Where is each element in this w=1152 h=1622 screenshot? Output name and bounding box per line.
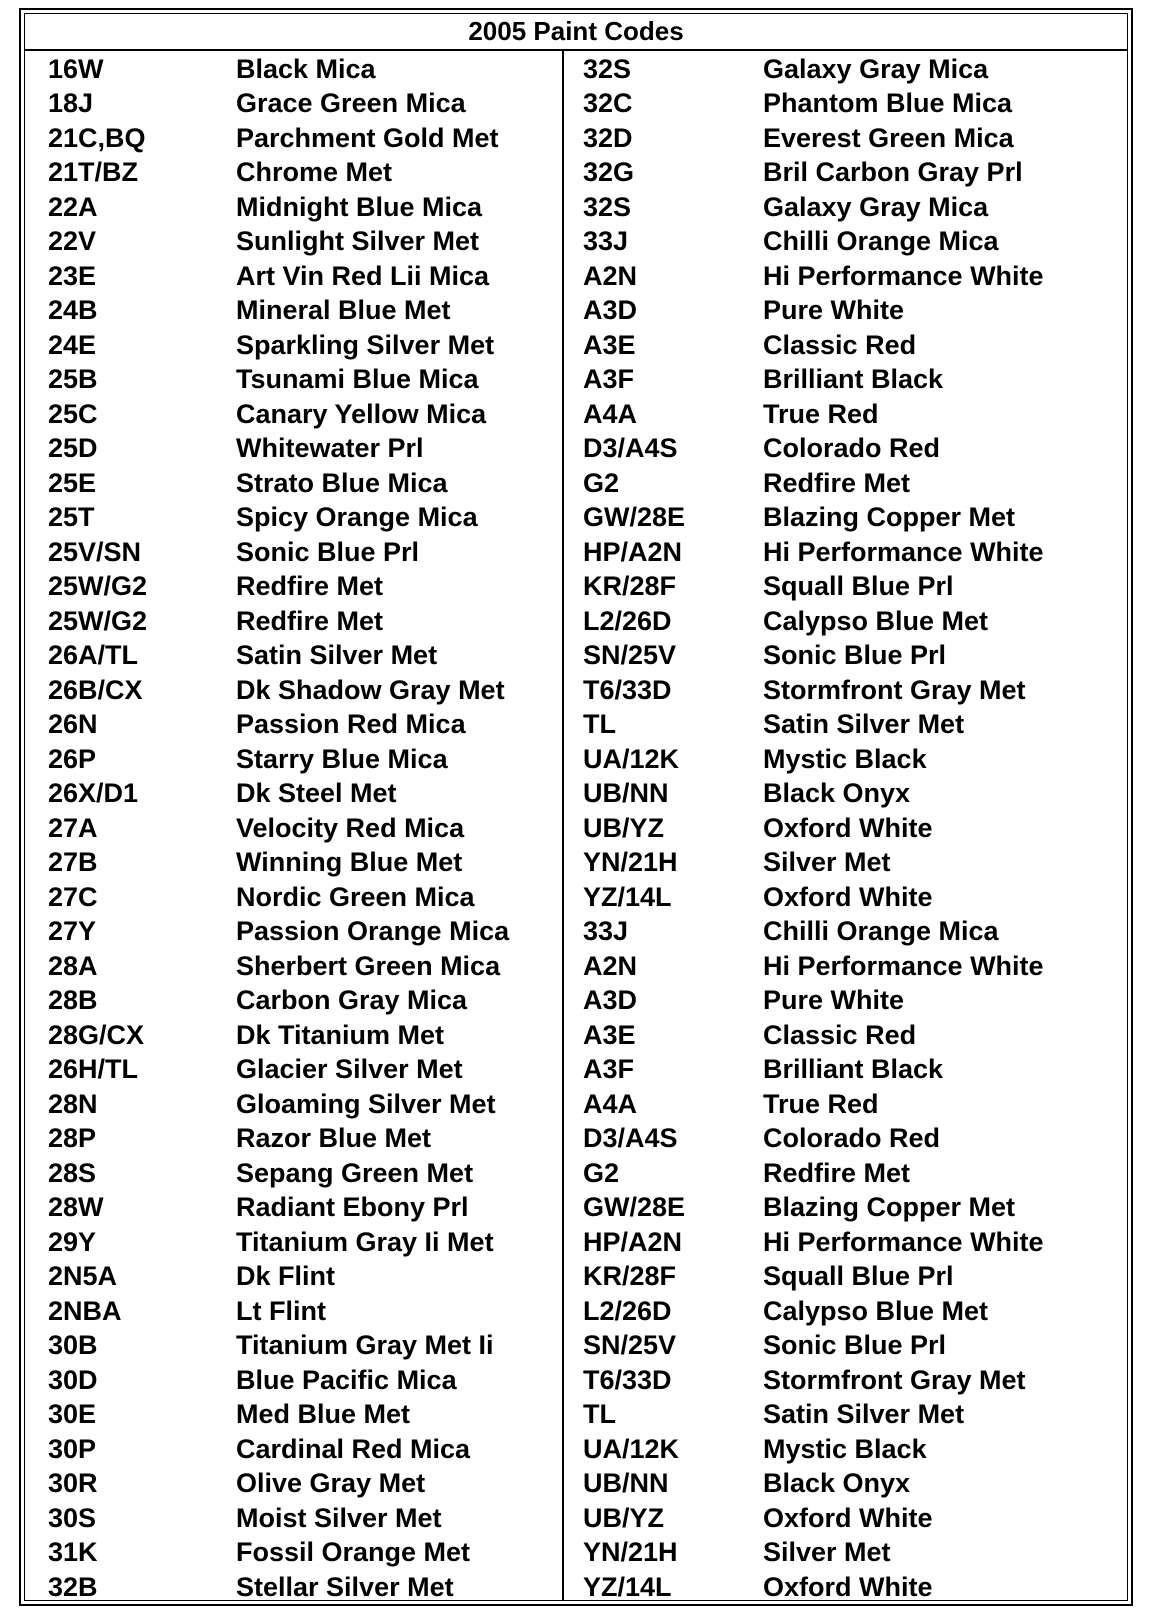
paint-code: A3D (583, 985, 638, 1016)
paint-code-row (48, 673, 558, 708)
paint-code-row (583, 225, 1123, 260)
paint-code-row (48, 156, 558, 191)
paint-code: YZ/14L (583, 1571, 672, 1602)
paint-color-name: Redfire Met (236, 605, 384, 636)
paint-color-name: Black Mica (236, 53, 376, 84)
paint-code: 25W/G2 (48, 571, 148, 602)
paint-code: 26N (48, 709, 98, 740)
paint-color-name: Dk Steel Met (236, 778, 397, 809)
paint-color-name: Lt Flint (236, 1295, 326, 1326)
paint-code-row (48, 570, 558, 605)
paint-color-name: Dk Titanium Met (236, 1019, 445, 1050)
paint-color-name: Fossil Orange Met (236, 1537, 471, 1568)
paint-color-name: Passion Red Mica (236, 709, 466, 740)
paint-code-row (583, 1501, 1123, 1536)
paint-color-name: Hi Performance White (763, 1226, 1044, 1257)
paint-code: 28G/CX (48, 1019, 145, 1050)
paint-color-name: Redfire Met (763, 467, 911, 498)
paint-code-row (583, 1398, 1123, 1433)
paint-color-name: Satin Silver Met (763, 1399, 965, 1430)
paint-color-name: Mystic Black (763, 743, 927, 774)
paint-color-name: Sepang Green Met (236, 1157, 474, 1188)
paint-color-name: Black Onyx (763, 778, 911, 809)
paint-code: 27Y (48, 916, 97, 947)
paint-code-row (48, 432, 558, 467)
paint-code-row (48, 1432, 558, 1467)
paint-code: 32S (583, 53, 632, 84)
paint-code-row (583, 52, 1123, 87)
paint-code-row (583, 673, 1123, 708)
paint-code: 27A (48, 812, 98, 843)
paint-code: GW/28E (583, 1192, 686, 1223)
paint-color-name: Redfire Met (763, 1157, 911, 1188)
paint-color-name: Titanium Gray Met Ii (236, 1330, 494, 1361)
paint-code: 21T/BZ (48, 157, 139, 188)
paint-code: 28P (48, 1123, 97, 1154)
paint-color-name: Starry Blue Mica (236, 743, 448, 774)
paint-code-row (583, 1329, 1123, 1364)
paint-code-row (48, 1053, 558, 1088)
paint-color-name: Colorado Red (763, 433, 941, 464)
paint-color-name: Carbon Gray Mica (236, 985, 468, 1016)
paint-code-row (48, 1191, 558, 1226)
paint-code: 27B (48, 847, 98, 878)
paint-color-name: Squall Blue Prl (763, 571, 954, 602)
paint-code: 16W (48, 53, 104, 84)
paint-code-row (583, 846, 1123, 881)
paint-code: 27C (48, 881, 98, 912)
paint-code-row (583, 811, 1123, 846)
paint-code-row (583, 190, 1123, 225)
paint-code: 30E (48, 1399, 97, 1430)
paint-color-name: Black Onyx (763, 1468, 911, 1499)
paint-color-name: Blazing Copper Met (763, 1192, 1016, 1223)
paint-color-name: Hi Performance White (763, 950, 1044, 981)
paint-color-name: Sonic Blue Prl (763, 640, 947, 671)
paint-code-row (583, 432, 1123, 467)
paint-code: 33J (583, 226, 629, 257)
paint-color-name: Colorado Red (763, 1123, 941, 1154)
paint-code: SN/25V (583, 1330, 677, 1361)
paint-code-row (48, 949, 558, 984)
paint-color-name: Dk Shadow Gray Met (236, 674, 505, 705)
paint-color-name: Stormfront Gray Met (763, 1364, 1026, 1395)
paint-code: 26H/TL (48, 1054, 139, 1085)
paint-color-name: Brilliant Black (763, 364, 944, 395)
paint-color-name: Sparkling Silver Met (236, 329, 495, 360)
paint-code-row (583, 1536, 1123, 1571)
paint-code-row (48, 604, 558, 639)
paint-color-name: Mystic Black (763, 1433, 927, 1464)
paint-code-row (583, 880, 1123, 915)
paint-color-name: Redfire Met (236, 571, 384, 602)
paint-color-name: Calypso Blue Met (763, 1295, 989, 1326)
paint-code: A4A (583, 398, 638, 429)
paint-code-row (583, 535, 1123, 570)
paint-color-name: True Red (763, 1088, 879, 1119)
paint-code-row (583, 397, 1123, 432)
paint-code: GW/28E (583, 502, 686, 533)
paint-code: 28N (48, 1088, 98, 1119)
paint-code: 25V/SN (48, 536, 142, 567)
paint-code-row (48, 811, 558, 846)
paint-code-row (48, 466, 558, 501)
paint-code-row (48, 1363, 558, 1398)
paint-code: 32S (583, 191, 632, 222)
paint-code-row (48, 1501, 558, 1536)
paint-code-row (583, 1570, 1123, 1605)
paint-color-name: Passion Orange Mica (236, 916, 510, 947)
paint-color-name: Everest Green Mica (763, 122, 1014, 153)
paint-code-row (583, 1260, 1123, 1295)
paint-code: A4A (583, 1088, 638, 1119)
paint-code: UA/12K (583, 743, 680, 774)
paint-code-row (583, 87, 1123, 122)
paint-color-name: Oxford White (763, 1571, 933, 1602)
paint-color-name: Brilliant Black (763, 1054, 944, 1085)
paint-code-row (583, 915, 1123, 950)
left-column (48, 52, 558, 1605)
paint-color-name: Oxford White (763, 812, 933, 843)
paint-color-name: Olive Gray Met (236, 1468, 426, 1499)
paint-code: 30S (48, 1502, 97, 1533)
paint-color-name: Phantom Blue Mica (763, 88, 1013, 119)
paint-code: 23E (48, 260, 97, 291)
paint-code: 18J (48, 88, 94, 119)
paint-code: A2N (583, 260, 638, 291)
paint-code: UB/YZ (583, 812, 664, 843)
paint-color-name: Sonic Blue Prl (763, 1330, 947, 1361)
paint-code-row (48, 1329, 558, 1364)
paint-code: T6/33D (583, 1364, 672, 1395)
paint-code-row (48, 328, 558, 363)
paint-code-row (583, 984, 1123, 1019)
paint-code-row (583, 156, 1123, 191)
paint-code: 26P (48, 743, 97, 774)
paint-color-name: Chilli Orange Mica (763, 226, 999, 257)
paint-code-row (583, 328, 1123, 363)
paint-code: D3/A4S (583, 1123, 678, 1154)
paint-color-name: Moist Silver Met (236, 1502, 442, 1533)
paint-code: 26B/CX (48, 674, 143, 705)
paint-code-row (583, 1018, 1123, 1053)
paint-color-name: Satin Silver Met (236, 640, 438, 671)
paint-color-name: Art Vin Red Lii Mica (236, 260, 490, 291)
paint-code-row (48, 1467, 558, 1502)
paint-color-name: Pure White (763, 985, 905, 1016)
paint-code-row (48, 1225, 558, 1260)
paint-code: A2N (583, 950, 638, 981)
paint-code: YN/21H (583, 847, 678, 878)
paint-color-name: Tsunami Blue Mica (236, 364, 479, 395)
paint-code-row (583, 294, 1123, 329)
paint-color-name: Canary Yellow Mica (236, 398, 487, 429)
paint-code-row (48, 742, 558, 777)
paint-code: KR/28F (583, 571, 677, 602)
paint-color-name: Velocity Red Mica (236, 812, 465, 843)
paint-code-row (583, 1191, 1123, 1226)
paint-color-name: Chilli Orange Mica (763, 916, 999, 947)
paint-code-row (48, 87, 558, 122)
column-divider (562, 51, 564, 1601)
paint-color-name: Parchment Gold Met (236, 122, 499, 153)
paint-code: 31K (48, 1537, 98, 1568)
paint-code: YZ/14L (583, 881, 672, 912)
paint-code-row (583, 363, 1123, 398)
paint-color-name: Galaxy Gray Mica (763, 53, 989, 84)
paint-code-row (583, 466, 1123, 501)
paint-code: TL (583, 1399, 616, 1430)
paint-code: 28W (48, 1192, 104, 1223)
paint-color-name: Sherbert Green Mica (236, 950, 501, 981)
paint-code-row (48, 1570, 558, 1605)
paint-code: 28A (48, 950, 98, 981)
paint-color-name: True Red (763, 398, 879, 429)
paint-color-name: Chrome Met (236, 157, 393, 188)
paint-code-row (583, 1467, 1123, 1502)
paint-color-name: Squall Blue Prl (763, 1261, 954, 1292)
paint-color-name: Blue Pacific Mica (236, 1364, 457, 1395)
paint-code-row (48, 639, 558, 674)
paint-code-row (583, 501, 1123, 536)
paint-color-name: Pure White (763, 295, 905, 326)
paint-code: UB/YZ (583, 1502, 664, 1533)
paint-code-row (48, 1122, 558, 1157)
paint-code: 32D (583, 122, 633, 153)
paint-code-row (583, 604, 1123, 639)
paint-color-name: Nordic Green Mica (236, 881, 475, 912)
paint-color-name: Bril Carbon Gray Prl (763, 157, 1023, 188)
paint-code: L2/26D (583, 605, 672, 636)
paint-code: KR/28F (583, 1261, 677, 1292)
paint-code: 26A/TL (48, 640, 139, 671)
paint-code-row (48, 1536, 558, 1571)
paint-code: 25W/G2 (48, 605, 148, 636)
paint-color-name: Midnight Blue Mica (236, 191, 482, 222)
paint-code: A3D (583, 295, 638, 326)
paint-code: 32G (583, 157, 635, 188)
paint-code-row (583, 639, 1123, 674)
paint-code-row (48, 1294, 558, 1329)
paint-color-name: Sunlight Silver Met (236, 226, 480, 257)
paint-color-name: Razor Blue Met (236, 1123, 432, 1154)
paint-code: UB/NN (583, 1468, 669, 1499)
paint-code-row (583, 1156, 1123, 1191)
paint-code-row (583, 949, 1123, 984)
paint-code: SN/25V (583, 640, 677, 671)
paint-code-row (583, 1294, 1123, 1329)
paint-code: D3/A4S (583, 433, 678, 464)
paint-code: UB/NN (583, 778, 669, 809)
paint-code: 22V (48, 226, 97, 257)
paint-color-name: Calypso Blue Met (763, 605, 989, 636)
paint-code-row (48, 1018, 558, 1053)
paint-code: 30R (48, 1468, 98, 1499)
paint-color-name: Med Blue Met (236, 1399, 411, 1430)
paint-code-row (48, 363, 558, 398)
paint-code-row (48, 121, 558, 156)
paint-code: 33J (583, 916, 629, 947)
paint-color-name: Glacier Silver Met (236, 1054, 463, 1085)
paint-code: 25D (48, 433, 98, 464)
paint-code: 25C (48, 398, 98, 429)
paint-code-row (48, 915, 558, 950)
paint-color-name: Mineral Blue Met (236, 295, 451, 326)
paint-code: 29Y (48, 1226, 97, 1257)
paint-code-row (48, 225, 558, 260)
paint-code: L2/26D (583, 1295, 672, 1326)
paint-code-row (48, 880, 558, 915)
paint-color-name: Whitewater Prl (236, 433, 424, 464)
paint-color-name: Strato Blue Mica (236, 467, 448, 498)
paint-color-name: Gloaming Silver Met (236, 1088, 496, 1119)
paint-color-name: Hi Performance White (763, 536, 1044, 567)
paint-code: 32B (48, 1571, 98, 1602)
right-column (583, 52, 1123, 1605)
paint-code: 28B (48, 985, 98, 1016)
paint-code-row (583, 1225, 1123, 1260)
paint-color-name: Silver Met (763, 1537, 891, 1568)
paint-code-row (583, 777, 1123, 812)
paint-color-name: Stormfront Gray Met (763, 674, 1026, 705)
paint-code-row (48, 777, 558, 812)
paint-code-row (48, 846, 558, 881)
paint-color-name: Winning Blue Met (236, 847, 463, 878)
paint-color-name: Silver Met (763, 847, 891, 878)
paint-code-row (583, 1122, 1123, 1157)
paint-code: A3E (583, 329, 636, 360)
paint-color-name: Hi Performance White (763, 260, 1044, 291)
paint-color-name: Radiant Ebony Prl (236, 1192, 469, 1223)
paint-color-name: Spicy Orange Mica (236, 502, 478, 533)
paint-code: A3F (583, 364, 635, 395)
paint-color-name: Classic Red (763, 329, 917, 360)
paint-color-name: Sonic Blue Prl (236, 536, 420, 567)
paint-code: A3E (583, 1019, 636, 1050)
paint-code: 2N5A (48, 1261, 118, 1292)
paint-color-name: Dk Flint (236, 1261, 335, 1292)
paint-code: T6/33D (583, 674, 672, 705)
paint-code: 2NBA (48, 1295, 122, 1326)
paint-code-row (583, 570, 1123, 605)
paint-code-row (48, 190, 558, 225)
paint-code-row (583, 121, 1123, 156)
paint-color-name: Grace Green Mica (236, 88, 466, 119)
paint-code: 25E (48, 467, 97, 498)
paint-code: 32C (583, 88, 633, 119)
paint-code-row (48, 259, 558, 294)
paint-color-name: Satin Silver Met (763, 709, 965, 740)
paint-code: 21C,BQ (48, 122, 146, 153)
paint-code: HP/A2N (583, 536, 683, 567)
paint-code: YN/21H (583, 1537, 678, 1568)
paint-code-row (583, 259, 1123, 294)
paint-code: A3F (583, 1054, 635, 1085)
paint-code-row (48, 1260, 558, 1295)
paint-code-row (583, 1087, 1123, 1122)
paint-code: 30D (48, 1364, 98, 1395)
paint-code-row (48, 397, 558, 432)
paint-color-name: Galaxy Gray Mica (763, 191, 989, 222)
paint-color-name: Stellar Silver Met (236, 1571, 454, 1602)
paint-code-row (48, 294, 558, 329)
paint-code-row (48, 1398, 558, 1433)
paint-code-row (48, 708, 558, 743)
paint-color-name: Titanium Gray Ii Met (236, 1226, 494, 1257)
paint-code: 22A (48, 191, 98, 222)
paint-code-row (48, 501, 558, 536)
paint-code-row (48, 52, 558, 87)
paint-code: 30P (48, 1433, 97, 1464)
table-title: 2005 Paint Codes (24, 13, 1128, 51)
paint-code: 24E (48, 329, 97, 360)
paint-color-name: Oxford White (763, 881, 933, 912)
paint-code-row (48, 535, 558, 570)
paint-code: G2 (583, 1157, 620, 1188)
paint-code-row (48, 984, 558, 1019)
paint-color-name: Oxford White (763, 1502, 933, 1533)
paint-code-row (583, 708, 1123, 743)
paint-code: 25B (48, 364, 98, 395)
paint-code: G2 (583, 467, 620, 498)
paint-code-row (583, 1432, 1123, 1467)
paint-code: 30B (48, 1330, 98, 1361)
paint-code-row (48, 1156, 558, 1191)
paint-code: TL (583, 709, 616, 740)
paint-code: 24B (48, 295, 98, 326)
paint-code: 25T (48, 502, 95, 533)
paint-code: UA/12K (583, 1433, 680, 1464)
paint-color-name: Blazing Copper Met (763, 502, 1016, 533)
paint-code: 26X/D1 (48, 778, 139, 809)
paint-color-name: Classic Red (763, 1019, 917, 1050)
paint-code-row (48, 1087, 558, 1122)
paint-code-row (583, 1053, 1123, 1088)
paint-code: 28S (48, 1157, 97, 1188)
paint-color-name: Cardinal Red Mica (236, 1433, 471, 1464)
paint-code: HP/A2N (583, 1226, 683, 1257)
paint-code-row (583, 742, 1123, 777)
paint-code-row (583, 1363, 1123, 1398)
